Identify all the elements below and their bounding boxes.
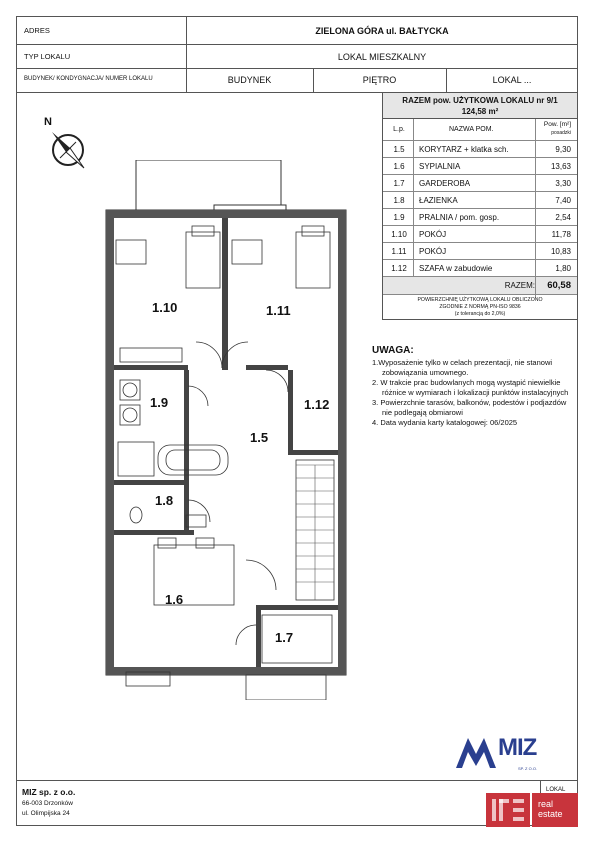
note-item: 4. Data wydania karty katalogowej: 06/2025 [372, 418, 518, 427]
col-area-sub: posadzki [551, 130, 571, 136]
col-lp: L.p. [393, 126, 405, 133]
note-item: 1.Wyposażenie tylko w celach prezentacji, nie stanowi [372, 358, 553, 367]
note-item: nie podlegają obmiarowi [382, 408, 463, 417]
row-area: 11,78 [551, 230, 571, 239]
table-note-line: (z tolerancją do 2,0%) [454, 311, 506, 317]
company-address: 66-003 Drzonków [22, 800, 73, 807]
total-value: 60,58 [547, 280, 571, 291]
budynek-label: BUDYNEK/ KONDYGNACJA/ NUMER LOKALU [24, 76, 153, 82]
total-label: RAZEM: [504, 281, 535, 290]
floor-plan [96, 160, 366, 700]
note-item: 2. W trakcie prac budowlanych mogą wystąpić niewielkie [372, 378, 561, 387]
table-title [383, 93, 577, 119]
note-item: 3. Powierzchnie tarasów, balkonów, podestów i podjazdów [372, 398, 567, 407]
divider [535, 119, 536, 297]
row-area: 7,40 [555, 196, 571, 205]
row-area: 2,54 [555, 213, 571, 222]
company-name: MIZ sp. z o.o. [22, 787, 76, 797]
room-label: 1.12 [304, 397, 330, 412]
room-label: 1.9 [150, 395, 169, 410]
compass-icon [46, 128, 90, 172]
row-area: 3,30 [555, 179, 571, 188]
col-pietro: PIĘTRO [362, 75, 397, 85]
divider [16, 68, 578, 69]
row-lp: 1.7 [393, 179, 405, 188]
lokal-label: LOKAL [546, 787, 566, 793]
row-name: ŁAZIENKA [419, 196, 458, 205]
area-table [382, 92, 578, 320]
row-name: POKÓJ [419, 247, 447, 256]
adres-label: ADRES [24, 26, 50, 35]
room-label: 1.8 [155, 493, 174, 508]
rs-logo-icon [486, 793, 530, 827]
row-area: 9,30 [555, 145, 571, 154]
row-area: 10,83 [550, 247, 571, 256]
notes-heading: UWAGA: [372, 345, 414, 356]
divider [16, 44, 578, 45]
note-item: różnice w wymiarach i lokalizacji punktów instalacyjnych [382, 388, 569, 397]
row-name: POKÓJ [419, 230, 447, 239]
divider [16, 780, 578, 781]
room-label: 1.5 [250, 430, 269, 445]
company-address: ul. Olimpijska 24 [22, 810, 70, 817]
col-name: NAZWA POM. [449, 126, 494, 133]
row-lp: 1.12 [391, 264, 407, 273]
typ-value: LOKAL MIESZKALNY [337, 52, 427, 62]
row-name: SZAFA w zabudowie [419, 264, 493, 273]
row-lp: 1.9 [393, 213, 405, 222]
divider [413, 119, 414, 277]
table-note-line: ZGODNIE Z NORMĄ PN-ISO 9836 [439, 304, 521, 310]
row-name: GARDEROBA [419, 179, 471, 188]
north-label: N [44, 116, 52, 128]
col-lokal: LOKAL ... [492, 75, 532, 85]
row-area: 1,80 [555, 264, 571, 273]
row-name: KORYTARZ + klatka sch. [419, 145, 509, 154]
room-label: 1.11 [266, 303, 291, 318]
miz-logo-sub: SP. Z O.O. [518, 766, 538, 771]
row-lp: 1.10 [391, 230, 407, 239]
miz-logo-text: MIZ [498, 734, 537, 761]
col-budynek: BUDYNEK [227, 75, 272, 85]
row-lp: 1.11 [391, 247, 407, 256]
miz-logo-icon [452, 732, 502, 772]
col-area: Pow. [m²] [543, 121, 571, 128]
table-title-line1: RAZEM pow. UŻYTKOWA LOKALU nr 9/1 [402, 96, 558, 105]
real-estate-badge: real estate [532, 793, 578, 827]
room-label: 1.7 [275, 630, 294, 645]
room-label: 1.6 [165, 592, 184, 607]
typ-label: TYP LOKALU [24, 52, 71, 61]
room-label: 1.10 [152, 300, 178, 315]
adres-value: ZIELONA GÓRA ul. BAŁTYCKA [315, 26, 449, 36]
row-lp: 1.6 [393, 162, 405, 171]
row-name: SYPIALNIA [419, 162, 461, 171]
notes-block [372, 346, 582, 428]
table-note [383, 297, 577, 318]
row-lp: 1.5 [393, 145, 405, 154]
total-row [383, 277, 577, 295]
row-lp: 1.8 [393, 196, 405, 205]
rs-logo [486, 793, 530, 827]
note-item: zobowiązania umownego. [382, 368, 469, 377]
row-name: PRALNIA / pom. gosp. [419, 213, 500, 222]
table-title-line2: 124,58 m² [461, 107, 499, 116]
table-note-line: POWIERZCHNIĘ UŻYTKOWĄ LOKALU OBLICZONO [417, 297, 543, 303]
row-area: 13,63 [550, 162, 571, 171]
